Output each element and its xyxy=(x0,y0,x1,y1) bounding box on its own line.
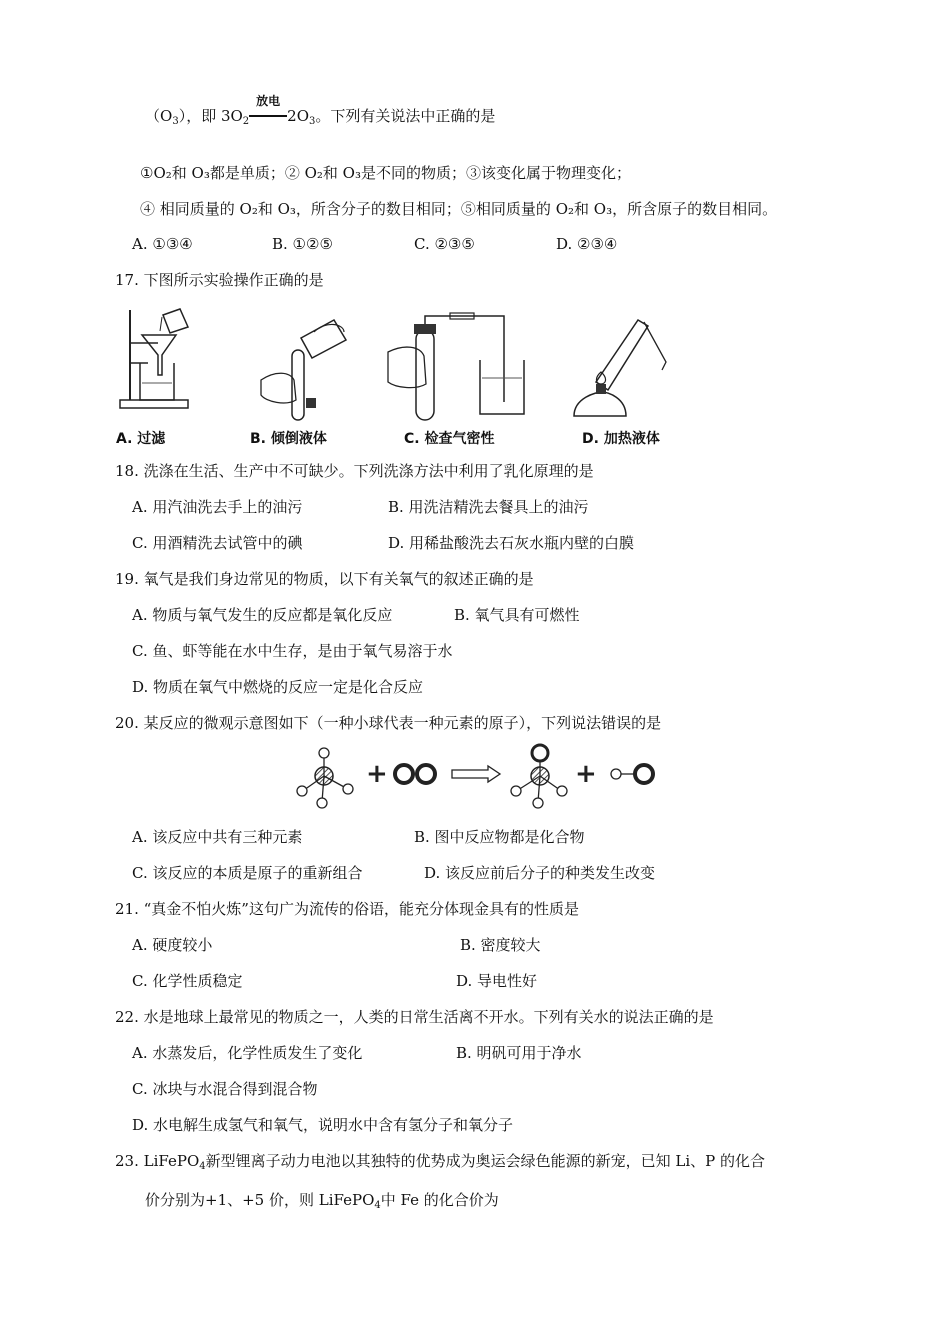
q16-line1: $(O_3)$，即 $3O_2$ 放电 $2O_3$。下列有关说法中正确的是 xyxy=(145,94,496,127)
q20-option-d: D. 该反应前后分子的种类发生改变 xyxy=(424,864,656,882)
q21-stem: 21. “真金不怕火炼”这句广为流传的俗语，能充分体现金具有的性质是 xyxy=(115,900,579,918)
q18-option-a: A. 用汽油洗去手上的油污 xyxy=(132,498,303,516)
airtightness-check-figure xyxy=(386,312,526,422)
q19-option-b: B. 氧气具有可燃性 xyxy=(454,606,580,624)
q16-option-d: D. ②③④ xyxy=(556,235,618,253)
q19-option-d: D. 物质在氧气中燃烧的反应一定是化合反应 xyxy=(132,678,424,696)
q19-stem: 19. 氧气是我们身边常见的物质，以下有关氧气的叙述正确的是 xyxy=(115,570,534,588)
q22-option-a: A. 水蒸发后，化学性质发生了变化 xyxy=(132,1044,363,1062)
q19-option-c: C. 鱼、虾等能在水中生存，是由于氧气易溶于水 xyxy=(132,642,453,660)
q22-option-c: C. 冰块与水混合得到混合物 xyxy=(132,1080,318,1098)
q16-option-c: C. ②③⑤ xyxy=(414,235,475,253)
q19-option-a: A. 物质与氧气发生的反应都是氧化反应 xyxy=(132,606,393,624)
q16-option-a: A. ①③④ xyxy=(132,235,193,253)
q20-option-b: B. 图中反应物都是化合物 xyxy=(414,828,585,846)
reactant-molecule-1 xyxy=(297,748,353,808)
product-molecule-2 xyxy=(611,765,653,783)
reaction-diagram xyxy=(290,744,670,810)
figure-caption-c: C. 检查气密性 xyxy=(404,431,495,447)
q16-statement-line2: ④ 相同质量的 O₂和 O₃，所含分子的数目相同；⑤相同质量的 O₂和 O₃，所含原子的数目相同。 xyxy=(140,200,778,218)
figure-caption-a: A. 过滤 xyxy=(116,431,166,447)
q23-stem-line2: 价分别为+1、+5 价，则 LiFePO$_4$中 Fe 的化合价为 xyxy=(145,1191,499,1211)
svg-text:+: + xyxy=(366,759,388,789)
q23-stem: 23. LiFePO$_4$新型锂离子动力电池以其独特的优势成为奥运会绿色能源的新宠，已知 Li、P 的化合 xyxy=(115,1152,766,1172)
q16-statement-line1: ①O₂和 O₃都是单质；② O₂和 O₃是不同的物质；③该变化属于物理变化； xyxy=(140,164,631,182)
q16-option-b: B. ①②⑤ xyxy=(272,235,333,253)
discharge-arrow: 放电 xyxy=(249,106,287,126)
q18-stem: 18. 洗涤在生活、生产中不可缺少。下列洗涤方法中利用了乳化原理的是 xyxy=(115,462,594,480)
q22-option-b: B. 明矾可用于净水 xyxy=(456,1044,582,1062)
product-molecule-1 xyxy=(511,745,567,808)
q18-option-d: D. 用稀盐酸洗去石灰水瓶内壁的白膜 xyxy=(388,534,635,552)
q21-option-b: B. 密度较大 xyxy=(460,936,541,954)
q20-option-a: A. 该反应中共有三种元素 xyxy=(132,828,303,846)
q20-stem: 20. 某反应的微观示意图如下（一种小球代表一种元素的原子），下列说法错误的是 xyxy=(115,714,662,732)
q21-option-a: A. 硬度较小 xyxy=(132,936,213,954)
q21-option-c: C. 化学性质稳定 xyxy=(132,972,243,990)
q21-option-d: D. 导电性好 xyxy=(456,972,538,990)
q18-option-b: B. 用洗洁精洗去餐具上的油污 xyxy=(388,498,589,516)
q22-option-d: D. 水电解生成氢气和氧气，说明水中含有氢分子和氧分子 xyxy=(132,1116,514,1134)
figure-caption-d: D. 加热液体 xyxy=(582,431,660,447)
filtration-figure xyxy=(118,305,228,415)
q17-stem: 17. 下图所示实验操作正确的是 xyxy=(115,271,324,289)
heating-liquid-figure xyxy=(566,312,676,422)
pouring-liquid-figure xyxy=(256,310,366,420)
q22-stem: 22. 水是地球上最常见的物质之一，人类的日常生活离不开水。下列有关水的说法正确的是 xyxy=(115,1008,714,1026)
svg-text:+: + xyxy=(575,759,597,789)
q20-option-c: C. 该反应的本质是原子的重新组合 xyxy=(132,864,363,882)
reactant-molecule-2 xyxy=(395,765,435,783)
q18-option-c: C. 用酒精洗去试管中的碘 xyxy=(132,534,303,552)
figure-caption-b: B. 倾倒液体 xyxy=(250,431,327,447)
